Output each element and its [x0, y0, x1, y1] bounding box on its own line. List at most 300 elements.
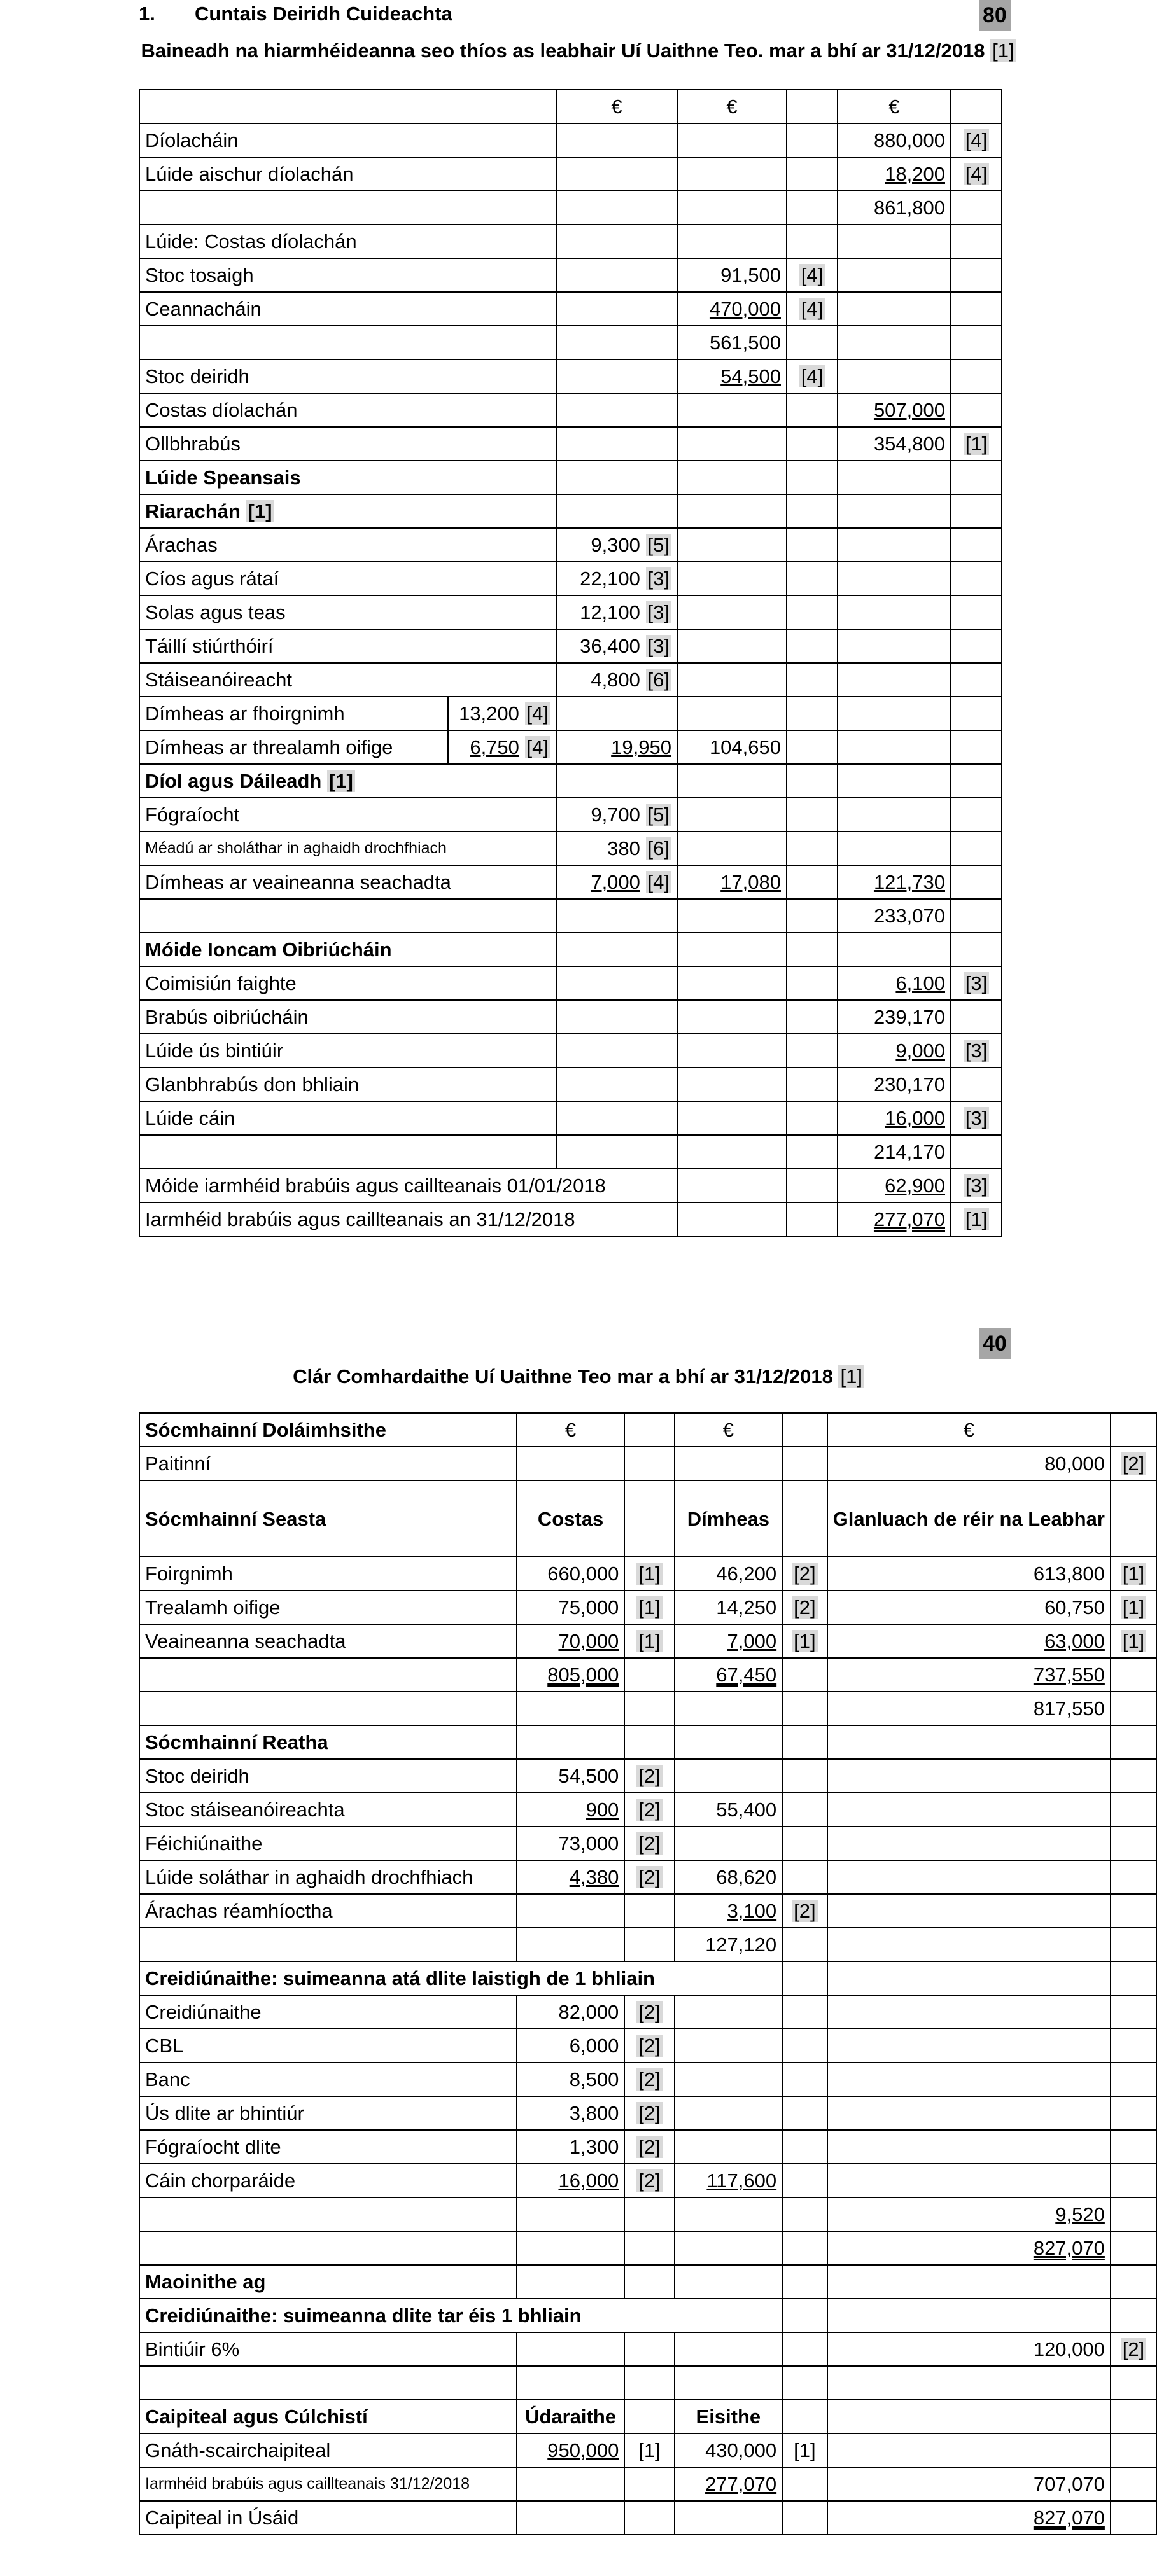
table-cell: [838, 764, 951, 798]
table-cell: €: [556, 90, 677, 123]
table-cell: [827, 2130, 1111, 2164]
table-cell: 660,000: [517, 1557, 625, 1591]
table-cell: 19,950: [556, 730, 677, 764]
table-cell: [624, 1480, 674, 1557]
table-cell: [838, 461, 951, 494]
table-cell: [556, 359, 677, 393]
table-cell: [556, 1000, 677, 1034]
question-number: 1.: [139, 3, 155, 25]
table-cell: Lúide Speansais: [139, 461, 556, 494]
table-row: [139, 1068, 1002, 1101]
table-cell: Costas: [517, 1480, 625, 1557]
table-cell: Stoc deiridh: [139, 359, 556, 393]
table-cell: Dímheas: [675, 1480, 783, 1557]
table-row: [139, 225, 1002, 258]
table-cell: Iarmhéid brabúis agus caillteanais an 31/12/2018: [139, 1202, 677, 1236]
table-cell: Dímheas ar threalamh oifige: [139, 730, 448, 764]
table-cell: [2]: [624, 2130, 674, 2164]
table-cell: Creidiúnaithe: suimeanna dlite tar éis 1 bhliain: [139, 2299, 782, 2332]
table-cell: [782, 2400, 827, 2433]
table-cell: [787, 798, 838, 832]
table-cell: [675, 1827, 783, 1860]
table-cell: 6,750 [4]: [448, 730, 556, 764]
table-cell: [787, 764, 838, 798]
balance-sheet-title: Clár Comhardaithe Uí Uaithne Teo mar a bhí ar 31/12/2018 [1]: [0, 1365, 1157, 1388]
table-cell: [951, 865, 1002, 899]
table-row: [139, 461, 1002, 494]
table-cell: [139, 90, 556, 123]
table-row: [139, 629, 1002, 663]
table-cell: [675, 1692, 783, 1725]
table-cell: [951, 326, 1002, 359]
table-cell: [1]: [624, 2433, 674, 2467]
table-cell: [787, 832, 838, 865]
table-cell: [787, 562, 838, 595]
table-cell: [787, 1101, 838, 1135]
table-cell: [838, 832, 951, 865]
table-row: [139, 1557, 1156, 1591]
table-row: [139, 1202, 1002, 1236]
table-cell: [2]: [782, 1591, 827, 1624]
table-cell: [139, 326, 556, 359]
table-cell: [556, 1034, 677, 1068]
table-cell: [139, 1135, 556, 1169]
table-cell: 70,000: [517, 1624, 625, 1658]
table-row: [139, 1447, 1156, 1480]
table-row: [139, 359, 1002, 393]
table-row: [139, 1034, 1002, 1068]
table-cell: [1111, 2400, 1156, 2433]
table-cell: 737,550: [827, 1658, 1111, 1692]
table-cell: [951, 359, 1002, 393]
table-row: [139, 865, 1002, 899]
table-cell: [1111, 2164, 1156, 2197]
table-cell: 75,000: [517, 1591, 625, 1624]
table-cell: [3]: [951, 1101, 1002, 1135]
table-cell: 68,620: [675, 1860, 783, 1894]
table-cell: [951, 258, 1002, 292]
table-cell: 9,000: [838, 1034, 951, 1068]
table-row: [139, 393, 1002, 427]
table-cell: [624, 1658, 674, 1692]
table-cell: [677, 562, 787, 595]
table-cell: [787, 90, 838, 123]
table-cell: [675, 2501, 783, 2535]
table-cell: [556, 966, 677, 1000]
table-cell: [951, 1068, 1002, 1101]
table-row: [139, 1658, 1156, 1692]
table-cell: [951, 461, 1002, 494]
table-row: [139, 1860, 1156, 1894]
table-cell: [782, 2029, 827, 2063]
table-cell: [827, 2265, 1111, 2299]
table-cell: [2]: [624, 1860, 674, 1894]
table-cell: [624, 2467, 674, 2501]
table-cell: [1]: [1111, 1591, 1156, 1624]
table-cell: 3,100: [675, 1894, 783, 1928]
table-cell: [677, 1034, 787, 1068]
table-cell: [951, 832, 1002, 865]
table-cell: 80,000: [827, 1447, 1111, 1480]
table-row: [139, 1413, 1156, 1447]
table-cell: [1111, 1894, 1156, 1928]
table-cell: Glanbhrabús don bhliain: [139, 1068, 556, 1101]
table-cell: [4]: [787, 258, 838, 292]
table-cell: €: [517, 1413, 625, 1447]
table-cell: Maoinithe ag: [139, 2265, 517, 2299]
table-row: [139, 326, 1002, 359]
table-cell: Creidiúnaithe: [139, 1995, 517, 2029]
table-cell: 214,170: [838, 1135, 951, 1169]
table-cell: 55,400: [675, 1793, 783, 1827]
table-cell: 16,000: [517, 2164, 625, 2197]
table-cell: [556, 697, 677, 730]
table-row: [139, 764, 1002, 798]
table-cell: [782, 2130, 827, 2164]
table-cell: [827, 1961, 1111, 1995]
table-cell: [624, 1928, 674, 1961]
table-cell: 827,070: [827, 2501, 1111, 2535]
balance-sheet-table: [139, 1412, 1157, 2535]
table-cell: [1111, 2130, 1156, 2164]
table-cell: Solas agus teas: [139, 595, 556, 629]
table-cell: 54,500: [517, 1759, 625, 1793]
table-cell: [677, 1101, 787, 1135]
table-cell: Cíos agus rátaí: [139, 562, 556, 595]
table-cell: [827, 1759, 1111, 1793]
table-cell: [787, 427, 838, 461]
question-marks-badge: 80: [979, 0, 1011, 31]
table-row: [139, 933, 1002, 966]
table-cell: [787, 663, 838, 697]
table-cell: [3]: [951, 966, 1002, 1000]
table-cell: [1]: [782, 1624, 827, 1658]
table-row: [139, 1591, 1156, 1624]
table-cell: [827, 1928, 1111, 1961]
table-row: [139, 899, 1002, 933]
table-cell: [787, 1068, 838, 1101]
table-cell: [3]: [951, 1034, 1002, 1068]
table-cell: [838, 730, 951, 764]
table-cell: 82,000: [517, 1995, 625, 2029]
table-row: [139, 2164, 1156, 2197]
table-cell: Caipiteal in Úsáid: [139, 2501, 517, 2535]
table-cell: 36,400 [3]: [556, 629, 677, 663]
table-row: [139, 1624, 1156, 1658]
table-row: [139, 1169, 1002, 1202]
table-cell: 3,800: [517, 2096, 625, 2130]
table-cell: [1]: [624, 1591, 674, 1624]
table-cell: 4,380: [517, 1860, 625, 1894]
table-cell: [624, 2197, 674, 2231]
table-cell: [782, 1480, 827, 1557]
table-cell: [782, 1827, 827, 1860]
table-cell: [827, 1860, 1111, 1894]
table-cell: Stáiseanóireacht: [139, 663, 556, 697]
table-cell: 950,000: [517, 2433, 625, 2467]
table-row: [139, 1928, 1156, 1961]
table-cell: [827, 2400, 1111, 2433]
table-cell: [787, 461, 838, 494]
table-cell: [1111, 2433, 1156, 2467]
table-cell: Fógraíocht: [139, 798, 556, 832]
table-cell: [556, 461, 677, 494]
table-cell: Trealamh oifige: [139, 1591, 517, 1624]
table-cell: [1]: [951, 427, 1002, 461]
table-cell: 62,900: [838, 1169, 951, 1202]
table-cell: [556, 326, 677, 359]
table-cell: [624, 2366, 674, 2400]
table-row: [139, 2130, 1156, 2164]
table-cell: [787, 1000, 838, 1034]
table-cell: [782, 1860, 827, 1894]
table-cell: [675, 2197, 783, 2231]
table-cell: [1111, 1725, 1156, 1759]
table-cell: Caipiteal agus Cúlchistí: [139, 2400, 517, 2433]
income-statement-title: Baineadh na hiarmhéideanna seo thíos as leabhair Uí Uaithne Teo. mar a bhí ar 31/12/2018 [1]: [0, 39, 1157, 62]
table-cell: [1]: [1111, 1624, 1156, 1658]
table-cell: [556, 123, 677, 157]
table-row: [139, 798, 1002, 832]
table-cell: 880,000: [838, 123, 951, 157]
table-cell: 9,300 [5]: [556, 528, 677, 562]
table-cell: [677, 461, 787, 494]
table-cell: [517, 1447, 625, 1480]
table-cell: [2]: [624, 1827, 674, 1860]
table-cell: [827, 2096, 1111, 2130]
table-cell: [827, 1725, 1111, 1759]
table-cell: [782, 2332, 827, 2366]
table-cell: [827, 2433, 1111, 2467]
table-cell: [787, 899, 838, 933]
table-cell: [675, 1995, 783, 2029]
table-cell: [787, 528, 838, 562]
table-cell: [787, 629, 838, 663]
table-row: [139, 1000, 1002, 1034]
table-row: [139, 562, 1002, 595]
table-cell: 277,070: [838, 1202, 951, 1236]
table-cell: [827, 2164, 1111, 2197]
table-cell: Dímheas ar fhoirgnimh: [139, 697, 448, 730]
table-cell: 805,000: [517, 1658, 625, 1692]
table-cell: [677, 697, 787, 730]
table-cell: [4]: [951, 157, 1002, 191]
table-cell: [556, 427, 677, 461]
table-cell: [1111, 2063, 1156, 2096]
table-cell: [677, 663, 787, 697]
table-cell: Ceannacháin: [139, 292, 556, 326]
table-cell: 117,600: [675, 2164, 783, 2197]
table-cell: Stoc stáiseanóireachta: [139, 1793, 517, 1827]
table-cell: Ús dlite ar bhintiúr: [139, 2096, 517, 2130]
table-cell: Dímheas ar veaineanna seachadta: [139, 865, 556, 899]
table-cell: [139, 1692, 517, 1725]
table-row: [139, 1827, 1156, 1860]
table-cell: [677, 528, 787, 562]
table-cell: [1111, 2299, 1156, 2332]
table-cell: 561,500: [677, 326, 787, 359]
table-cell: [675, 1725, 783, 1759]
table-cell: [2]: [782, 1557, 827, 1591]
question-title: Cuntais Deiridh Cuideachta: [195, 3, 452, 25]
table-cell: Stoc deiridh: [139, 1759, 517, 1793]
table-cell: [782, 1995, 827, 2029]
table-cell: [677, 225, 787, 258]
table-cell: [1111, 2467, 1156, 2501]
table-cell: 16,000: [838, 1101, 951, 1135]
table-cell: 22,100 [3]: [556, 562, 677, 595]
table-cell: [951, 730, 1002, 764]
table-cell: [677, 191, 787, 225]
table-cell: [1111, 1413, 1156, 1447]
table-cell: [838, 258, 951, 292]
table-cell: [782, 2063, 827, 2096]
table-cell: 7,000 [4]: [556, 865, 677, 899]
table-cell: [517, 2467, 625, 2501]
table-row: [139, 2332, 1156, 2366]
table-row: [139, 2501, 1156, 2535]
table-cell: 507,000: [838, 393, 951, 427]
table-row: [139, 697, 1002, 730]
table-cell: [517, 2501, 625, 2535]
table-cell: [951, 663, 1002, 697]
table-cell: [787, 966, 838, 1000]
table-cell: [677, 629, 787, 663]
table-row: [139, 2063, 1156, 2096]
table-cell: [951, 1135, 1002, 1169]
table-cell: [1111, 2265, 1156, 2299]
table-cell: [2]: [1111, 1447, 1156, 1480]
table-cell: 707,070: [827, 2467, 1111, 2501]
table-cell: [556, 764, 677, 798]
table-cell: [1]: [1111, 1557, 1156, 1591]
table-cell: [782, 1793, 827, 1827]
table-cell: [2]: [624, 2063, 674, 2096]
table-cell: [675, 2096, 783, 2130]
table-cell: [782, 2265, 827, 2299]
table-cell: Lúide ús bintiúir: [139, 1034, 556, 1068]
table-cell: Iarmhéid brabúis agus caillteanais 31/12/2018: [139, 2467, 517, 2501]
table-cell: [556, 191, 677, 225]
table-cell: Lúide soláthar in aghaidh drochfhiach: [139, 1860, 517, 1894]
table-cell: Gnáth-scairchaipiteal: [139, 2433, 517, 2467]
table-cell: [827, 1793, 1111, 1827]
table-cell: Díolacháin: [139, 123, 556, 157]
table-row: [139, 2231, 1156, 2265]
table-cell: [677, 1202, 787, 1236]
table-cell: Údaraithe: [517, 2400, 625, 2433]
table-cell: [677, 1135, 787, 1169]
table-cell: [556, 933, 677, 966]
table-cell: [838, 528, 951, 562]
table-cell: [782, 1961, 827, 1995]
table-cell: [675, 2063, 783, 2096]
table-row: [139, 494, 1002, 528]
table-cell: [1111, 2197, 1156, 2231]
table-row: [139, 2366, 1156, 2400]
table-cell: [838, 798, 951, 832]
table-row: [139, 1894, 1156, 1928]
table-cell: 861,800: [838, 191, 951, 225]
table-cell: [951, 764, 1002, 798]
table-cell: [139, 1658, 517, 1692]
table-cell: [1]: [782, 2433, 827, 2467]
table-cell: [675, 2130, 783, 2164]
table-cell: [1]: [624, 1557, 674, 1591]
table-cell: €: [675, 1413, 783, 1447]
table-cell: [1111, 1827, 1156, 1860]
table-cell: 120,000: [827, 2332, 1111, 2366]
table-cell: 380 [6]: [556, 832, 677, 865]
table-cell: [556, 1068, 677, 1101]
table-cell: [838, 933, 951, 966]
table-cell: [1]: [951, 1202, 1002, 1236]
table-cell: [782, 2197, 827, 2231]
table-cell: [517, 2231, 625, 2265]
table-cell: 900: [517, 1793, 625, 1827]
table-row: [139, 1759, 1156, 1793]
table-cell: 121,730: [838, 865, 951, 899]
table-cell: Sócmhainní Seasta: [139, 1480, 517, 1557]
table-cell: [951, 798, 1002, 832]
table-cell: [677, 393, 787, 427]
table-cell: [951, 191, 1002, 225]
table-cell: [1111, 1658, 1156, 1692]
table-cell: [787, 393, 838, 427]
table-cell: [677, 595, 787, 629]
table-cell: [517, 2265, 625, 2299]
table-cell: [782, 2501, 827, 2535]
table-cell: [838, 494, 951, 528]
table-cell: [787, 1135, 838, 1169]
table-cell: 7,000: [675, 1624, 783, 1658]
table-row: [139, 663, 1002, 697]
table-cell: [139, 2197, 517, 2231]
table-cell: [782, 1759, 827, 1793]
table-cell: 233,070: [838, 899, 951, 933]
table-cell: [827, 2029, 1111, 2063]
table-row: [139, 1101, 1002, 1135]
table-cell: [951, 225, 1002, 258]
table-cell: [787, 326, 838, 359]
table-cell: [624, 2231, 674, 2265]
table-cell: 230,170: [838, 1068, 951, 1101]
table-cell: [951, 933, 1002, 966]
table-cell: [1]: [624, 1624, 674, 1658]
table-row: [139, 2299, 1156, 2332]
table-cell: [951, 292, 1002, 326]
table-cell: [556, 1101, 677, 1135]
table-cell: [517, 1725, 625, 1759]
table-row: [139, 1995, 1156, 2029]
table-cell: [1111, 1995, 1156, 2029]
table-cell: [677, 966, 787, 1000]
table-cell: [1111, 2029, 1156, 2063]
table-cell: [677, 1000, 787, 1034]
table-cell: [1111, 1692, 1156, 1725]
table-cell: [677, 933, 787, 966]
table-cell: 9,700 [5]: [556, 798, 677, 832]
table-cell: [675, 1759, 783, 1793]
table-cell: €: [838, 90, 951, 123]
table-cell: [556, 225, 677, 258]
table-cell: [787, 865, 838, 899]
table-cell: 1,300: [517, 2130, 625, 2164]
table-cell: 54,500: [677, 359, 787, 393]
table-cell: [675, 2029, 783, 2063]
table-cell: [787, 494, 838, 528]
table-cell: [3]: [951, 1169, 1002, 1202]
